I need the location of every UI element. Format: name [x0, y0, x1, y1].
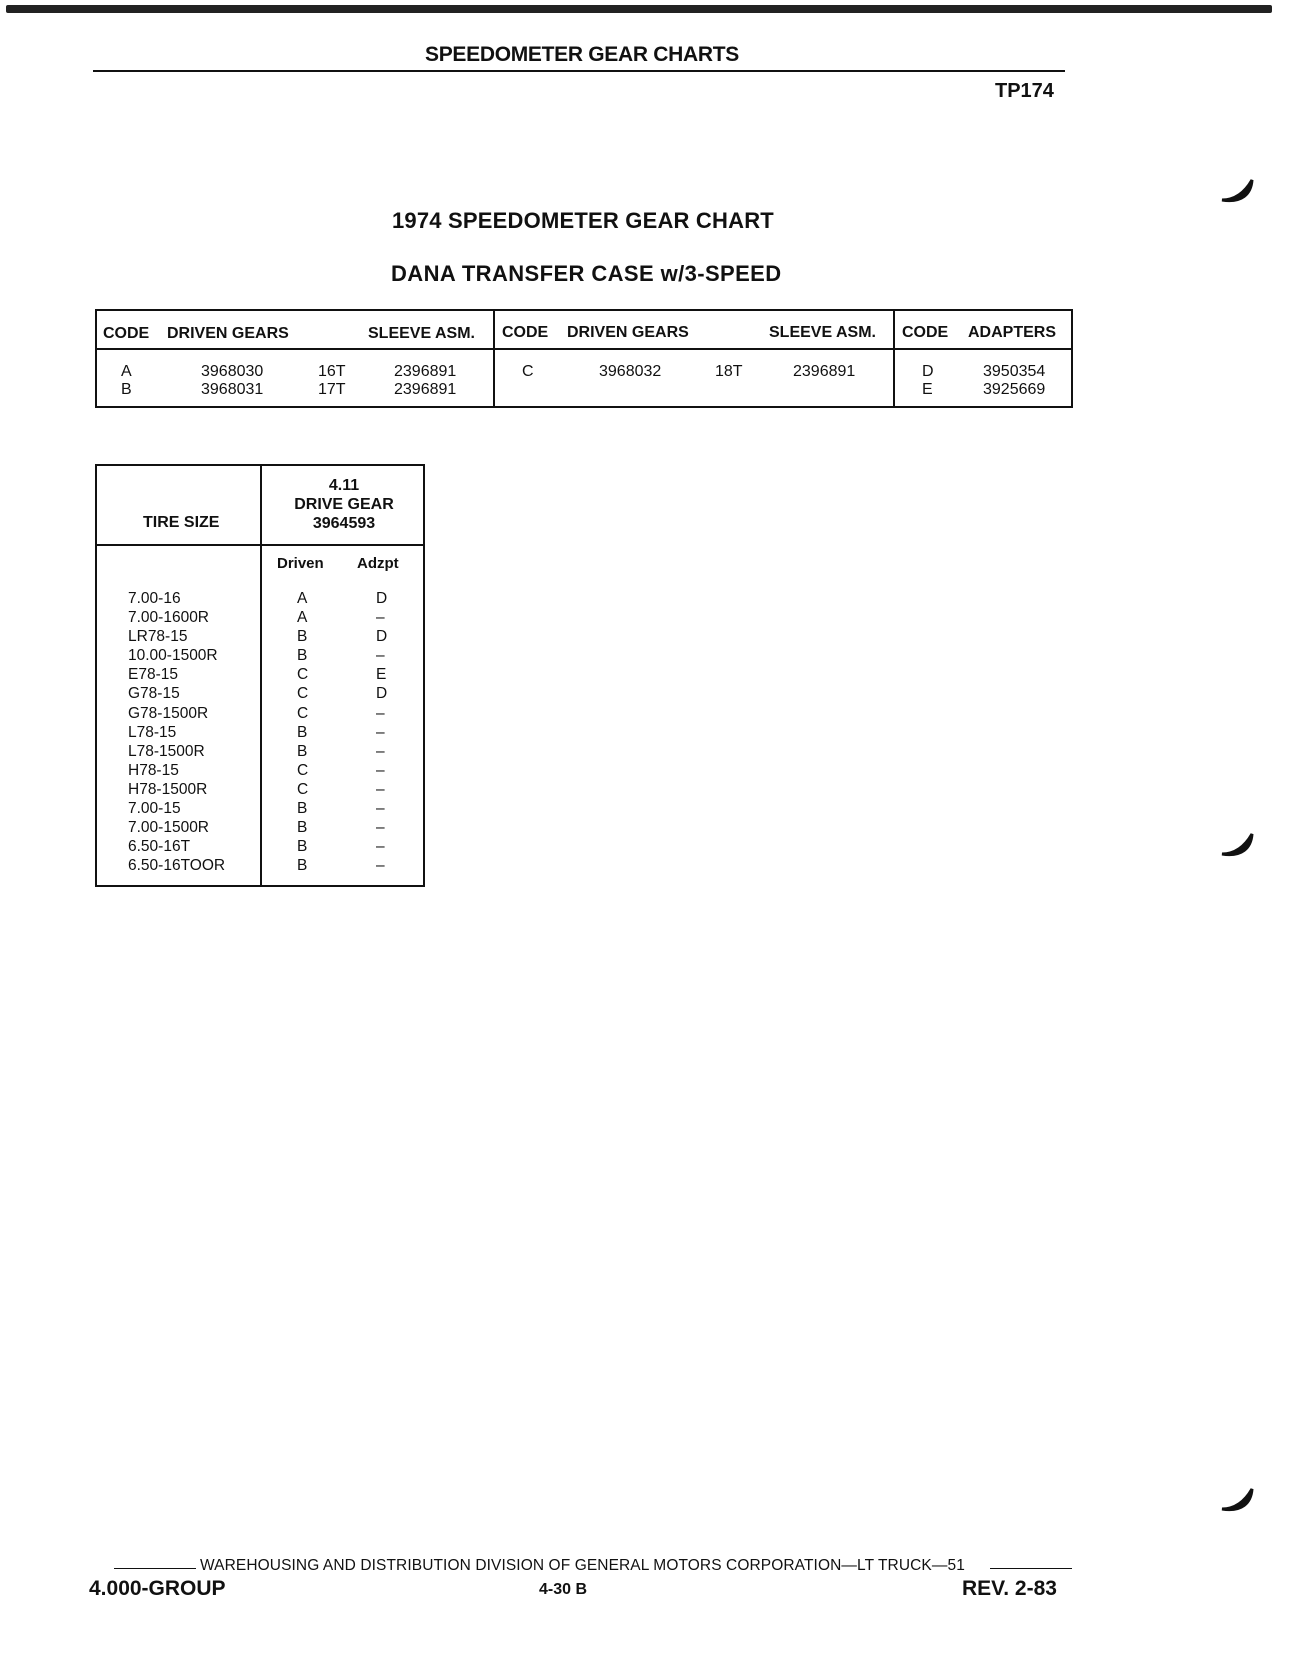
adapter-code: D [376, 628, 388, 646]
adapter-code: – [376, 761, 385, 779]
gear-part-number: 3968032 [599, 363, 662, 380]
col-header-code: CODE [502, 324, 549, 341]
driven-code: B [297, 838, 308, 856]
tire-size: G78-15 [128, 685, 180, 703]
gear-teeth: 18T [715, 363, 743, 380]
table-row [97, 666, 423, 685]
tire-size: L78-1500R [128, 742, 205, 760]
footer-distribution-line: WAREHOUSING AND DISTRIBUTION DIVISION OF GENERAL MOTORS CORPORATION—LT TRUCK—51 [200, 1557, 965, 1574]
driven-code: C [297, 685, 309, 703]
col-header-adapter: Adzpt [357, 555, 399, 572]
gears-table [95, 309, 1073, 408]
table-row [97, 838, 423, 857]
table-row [97, 857, 423, 876]
table-row [97, 609, 423, 628]
adapter-code: E [376, 666, 387, 684]
table-row [97, 685, 423, 704]
gear-code: C [522, 363, 534, 380]
driven-code: A [297, 590, 308, 607]
col-header-driven-gears: DRIVEN GEARS [567, 324, 689, 341]
tire-size: LR78-15 [128, 628, 188, 646]
adapter-code: – [376, 742, 385, 760]
tire-rows [97, 590, 423, 876]
footer-page-number: 4-30 B [539, 1581, 588, 1598]
driven-code: B [297, 723, 308, 741]
page-code: TP174 [995, 80, 1054, 102]
binder-hole-mark [1220, 832, 1254, 862]
gear-code: B [121, 381, 132, 398]
footer-group: 4.000-GROUP [89, 1577, 226, 1600]
driven-code: B [297, 819, 308, 837]
driven-code: C [297, 666, 309, 684]
drive-gear-ratio: 4.11 [328, 477, 360, 494]
adapter-code: D [376, 590, 388, 607]
adapter-code: – [376, 723, 385, 741]
page-header-title: SPEEDOMETER GEAR CHARTS [425, 43, 739, 66]
adapter-code: – [376, 857, 385, 875]
gear-part-number: 3968030 [201, 363, 264, 380]
table-row [97, 724, 423, 743]
gear-teeth: 16T [318, 363, 346, 380]
tire-size: E78-15 [128, 666, 178, 684]
driven-code: B [297, 742, 308, 760]
tire-size: 7.00-16 [128, 590, 181, 607]
driven-code: B [297, 800, 308, 818]
tire-size: H78-15 [128, 761, 179, 779]
col-header-driven: Driven [277, 555, 324, 572]
table-row [97, 705, 423, 724]
tire-size: G78-1500R [128, 704, 209, 722]
sleeve-part-number: 2396891 [394, 381, 457, 398]
sleeve-part-number: 2396891 [793, 363, 856, 380]
col-header-adapters: ADAPTERS [968, 324, 1057, 341]
table-row [97, 743, 423, 762]
adapter-part-number: 3925669 [983, 381, 1046, 398]
table-header-rule [97, 544, 423, 546]
driven-code: B [297, 647, 308, 665]
tire-size: 10.00-1500R [128, 647, 218, 665]
top-border-rule [6, 5, 1272, 13]
driven-code: C [297, 780, 309, 798]
adapter-code: – [376, 609, 385, 627]
gear-code: A [121, 363, 132, 380]
table-row [97, 762, 423, 781]
adapter-part-number: 3950354 [983, 363, 1046, 380]
drive-gear-part-number: 3964593 [312, 515, 376, 532]
table-row [97, 590, 423, 609]
col-header-code: CODE [902, 324, 949, 341]
tire-size: 7.00-1500R [128, 819, 210, 837]
chart-title: 1974 SPEEDOMETER GEAR CHART [392, 208, 774, 233]
tire-size: H78-1500R [128, 780, 208, 798]
adapter-code: E [922, 381, 933, 398]
table-row [97, 819, 423, 838]
drive-gear-label: DRIVE GEAR [294, 496, 394, 513]
table-divider [493, 311, 495, 406]
tire-size: L78-15 [128, 723, 177, 741]
table-row [97, 628, 423, 647]
chart-subtitle: DANA TRANSFER CASE w/3-SPEED [391, 261, 782, 286]
driven-code: A [297, 609, 308, 627]
footer-rule-left [114, 1568, 196, 1569]
driven-code: B [297, 857, 308, 875]
adapter-code: – [376, 819, 385, 837]
adapter-code: – [376, 780, 385, 798]
binder-hole-mark [1220, 1487, 1254, 1517]
col-header-driven-gears: DRIVEN GEARS [167, 325, 289, 342]
col-header-code: CODE [103, 325, 150, 342]
table-row [97, 647, 423, 666]
table-row [97, 800, 423, 819]
table-divider [893, 311, 895, 406]
binder-hole-mark [1220, 178, 1254, 208]
col-header-sleeve-asm: SLEEVE ASM. [368, 325, 475, 342]
table-header-rule [97, 348, 1071, 350]
adapter-code: – [376, 838, 385, 856]
tire-size-table [95, 464, 425, 887]
adapter-code: D [922, 363, 934, 380]
adapter-code: – [376, 704, 385, 722]
adapter-code: – [376, 647, 385, 665]
driven-code: C [297, 761, 309, 779]
col-header-tire-size: TIRE SIZE [143, 514, 220, 531]
footer-rule-right [990, 1568, 1072, 1569]
table-row [97, 781, 423, 800]
gear-part-number: 3968031 [201, 381, 264, 398]
tire-size: 6.50-16TOOR [128, 857, 226, 875]
col-header-sleeve-asm: SLEEVE ASM. [769, 324, 876, 341]
sleeve-part-number: 2396891 [394, 363, 457, 380]
header-underline [93, 70, 1065, 72]
driven-code: B [297, 628, 308, 646]
tire-size: 6.50-16T [128, 838, 191, 856]
adapter-code: D [376, 685, 388, 703]
adapter-code: – [376, 800, 385, 818]
tire-size: 7.00-1600R [128, 609, 210, 627]
gear-teeth: 17T [318, 381, 346, 398]
tire-size: 7.00-15 [128, 800, 181, 818]
footer-revision: REV. 2-83 [962, 1577, 1057, 1600]
driven-code: C [297, 704, 309, 722]
